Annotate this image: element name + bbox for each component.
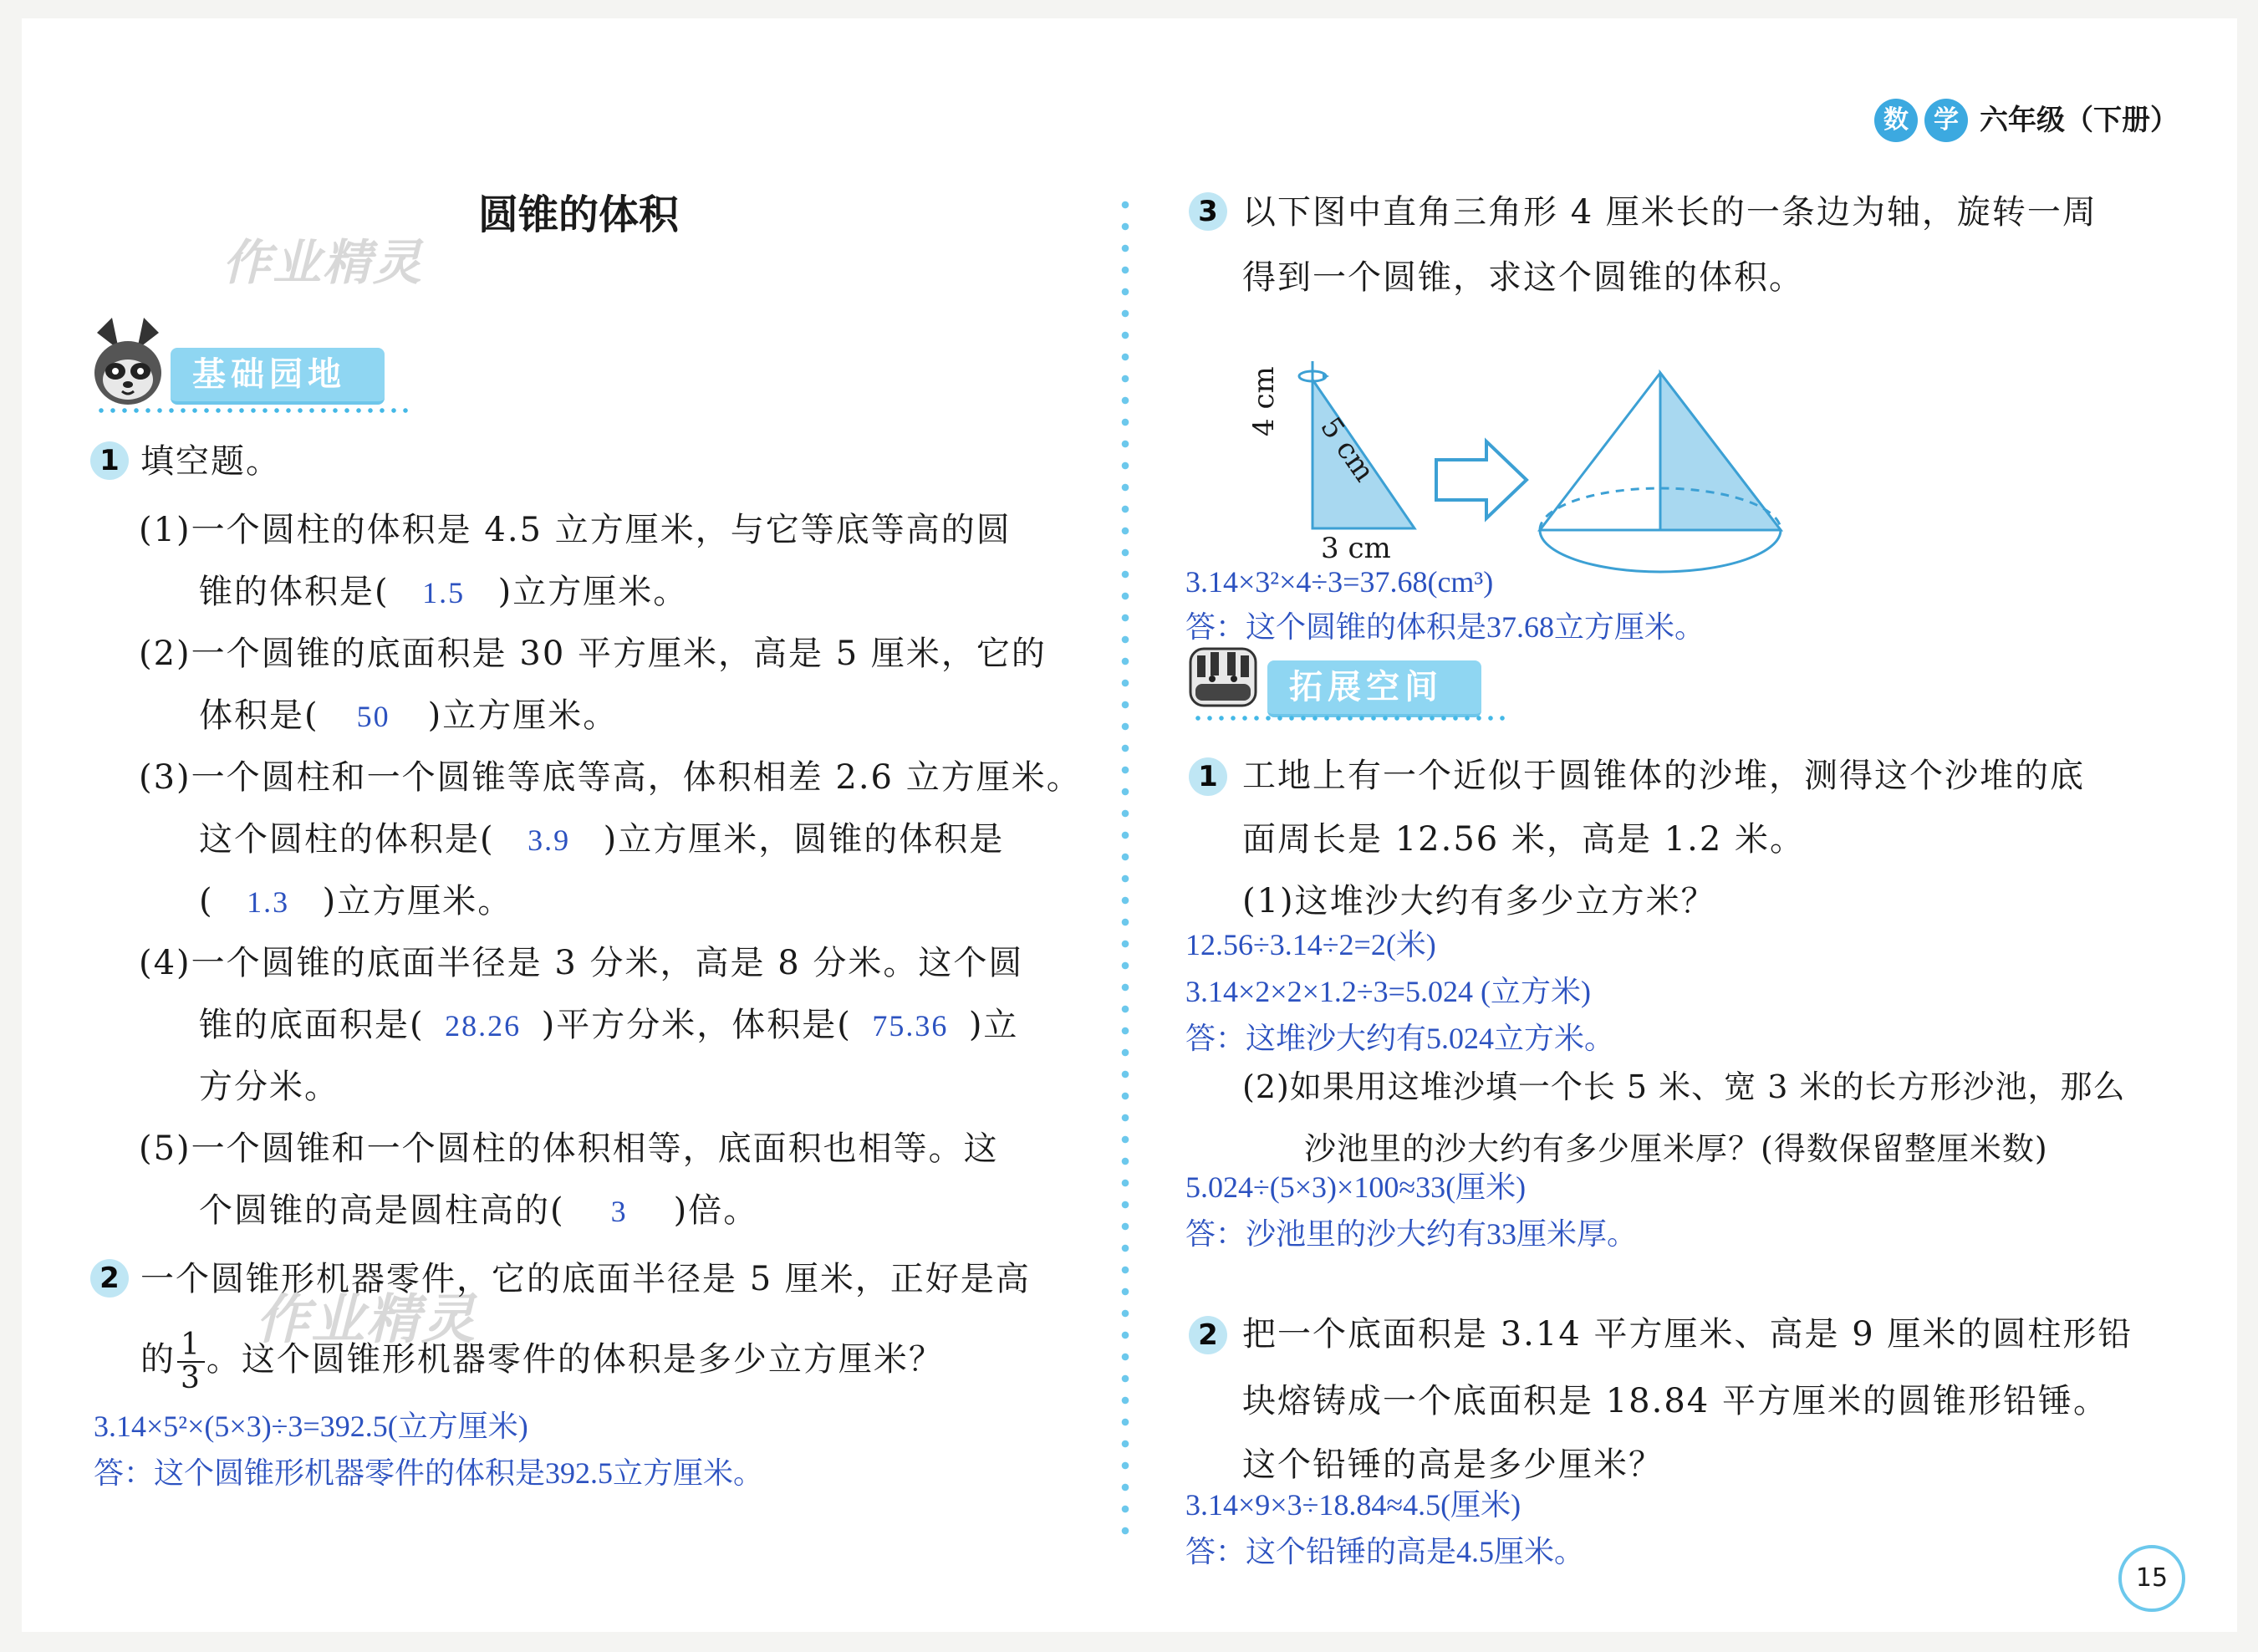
page-number: 15	[2118, 1545, 2185, 1612]
fraction-one-third: $\frac{1}{3}$	[177, 1329, 205, 1395]
label-base: 3 cm	[1321, 532, 1391, 565]
q1-part3-line1: (3)一个圆柱和一个圆锥等底等高，体积相差 2.6 立方厘米。	[139, 758, 1082, 797]
section-extend-label: 拓展空间	[1267, 660, 1481, 717]
answer-blank: 50	[356, 700, 390, 733]
header-badge-shu: 数	[1874, 99, 1918, 142]
q1-part2-line1: (2)一个圆锥的底面积是 30 平方厘米，高是 5 厘米，它的	[139, 635, 1047, 673]
raccoon-mascot-icon	[90, 316, 166, 408]
answer-blank: 1.5	[422, 576, 466, 609]
e2-answer: 答：这个铅锤的高是4.5厘米。	[1185, 1535, 1585, 1568]
question-number-badge: 2	[1189, 1316, 1227, 1354]
page	[22, 18, 2237, 1632]
e1-calc1: 12.56÷3.14÷2=2(米)	[1185, 928, 1436, 961]
question-number-badge: 1	[1189, 757, 1227, 796]
q3-answer: 答：这个圆锥的体积是37.68立方厘米。	[1185, 610, 1705, 644]
q2-calculation: 3.14×5²×(5×3)÷3=392.5(立方厘米)	[94, 1410, 528, 1443]
q3-calculation: 3.14×3²×4÷3=37.68(cm³)	[1185, 565, 1494, 599]
header-badge-xue: 学	[1924, 99, 1968, 142]
q1-part5-line2: 个圆锥的高是圆柱高的( 3 )倍。	[199, 1191, 759, 1230]
e1-sub2-line1: (2)如果用这堆沙填一个长 5 米、宽 3 米的长方形沙池，那么	[1242, 1068, 2126, 1105]
q1-part4-line3: 方分米。	[199, 1068, 339, 1106]
center-divider	[1120, 194, 1130, 1548]
answer-blank: 3	[610, 1195, 628, 1228]
q1-part1-line2: 锥的体积是( 1.5 )立方厘米。	[199, 573, 689, 611]
answer-blank: 75.36	[872, 1009, 949, 1043]
e2-line3: 这个铅锤的高是多少厘米？	[1242, 1446, 1664, 1484]
q2-answer: 答：这个圆锥形机器零件的体积是392.5立方厘米。	[94, 1456, 764, 1490]
section-underline	[1192, 716, 1510, 721]
grade-label: 六年级（下册）	[1980, 104, 2179, 137]
q3-line2: 得到一个圆锥，求这个圆锥的体积。	[1242, 258, 1804, 297]
e1-line2: 面周长是 12.56 米，高是 1.2 米。	[1242, 820, 1805, 859]
question-number-badge: 1	[90, 441, 129, 480]
question-title: 填空题。	[140, 442, 281, 481]
q1-part4-line2: 锥的底面积是( 28.26 )平方分米，体积是( 75.36 )立	[199, 1006, 1019, 1044]
e2-line2: 块熔铸成一个底面积是 18.84 平方厘米的圆锥形铅锤。	[1242, 1382, 2108, 1420]
zebra-mascot-icon	[1185, 644, 1261, 711]
watermark: 作业精灵	[256, 1289, 477, 1351]
question-number-badge: 2	[90, 1259, 129, 1298]
q1-part5-line1: (5)一个圆锥和一个圆柱的体积相等，底面积也相等。这	[139, 1129, 999, 1168]
label-hypotenuse: 5 cm	[1313, 411, 1382, 488]
e1-sub2-line2: 沙池里的沙大约有多少厘米厚？(得数保留整厘米数)	[1304, 1130, 2048, 1167]
e1-answer1: 答：这堆沙大约有5.024立方米。	[1185, 1022, 1615, 1055]
q1-part2-line2: 体积是( 50 )立方厘米。	[199, 696, 619, 735]
e2-line1: 把一个底面积是 3.14 平方厘米、高是 9 厘米的圆柱形铅	[1242, 1315, 2133, 1354]
e1-sub1: (1)这堆沙大约有多少立方米？	[1242, 882, 1716, 920]
answer-blank: 1.3	[247, 885, 290, 919]
watermark: 作业精灵	[222, 234, 424, 291]
label-height: 4 cm	[1247, 366, 1281, 436]
answer-blank: 3.9	[528, 823, 571, 857]
q3-line1: 以下图中直角三角形 4 厘米长的一条边为轴，旋转一周	[1242, 193, 2097, 232]
q1-part3-line3: ( 1.3 )立方厘米。	[199, 882, 513, 920]
e1-answer2: 答：沙池里的沙大约有33厘米厚。	[1185, 1217, 1638, 1251]
e2-calculation: 3.14×9×3÷18.84≈4.5(厘米)	[1185, 1488, 1521, 1522]
page-title: 圆锥的体积	[478, 191, 680, 238]
section-basic-label: 基础园地	[171, 348, 385, 405]
q2-line2: 的 $\frac{1}{3}$ 。这个圆锥形机器零件的体积是多少立方厘米？	[140, 1328, 944, 1395]
answer-blank: 28.26	[445, 1009, 522, 1043]
q1-part1-line1: (1)一个圆柱的体积是 4.5 立方厘米，与它等底等高的圆	[139, 511, 1012, 549]
q1-part4-line1: (4)一个圆锥的底面半径是 3 分米，高是 8 分米。这个圆	[139, 944, 1024, 982]
q2-line1: 一个圆锥形机器零件，它的底面半径是 5 厘米，正好是高	[140, 1260, 1031, 1298]
q1-part3-line2: 这个圆柱的体积是( 3.9 )立方厘米，圆锥的体积是	[199, 820, 1005, 859]
section-underline	[95, 408, 413, 413]
e1-line1: 工地上有一个近似于圆锥体的沙堆，测得这个沙堆的底	[1242, 757, 2085, 795]
question-number-badge: 3	[1189, 192, 1227, 231]
e1-calc2: 3.14×2×2×1.2÷3=5.024 (立方米)	[1185, 975, 1591, 1008]
e1-calc3: 5.024÷(5×3)×100≈33(厘米)	[1185, 1170, 1527, 1204]
